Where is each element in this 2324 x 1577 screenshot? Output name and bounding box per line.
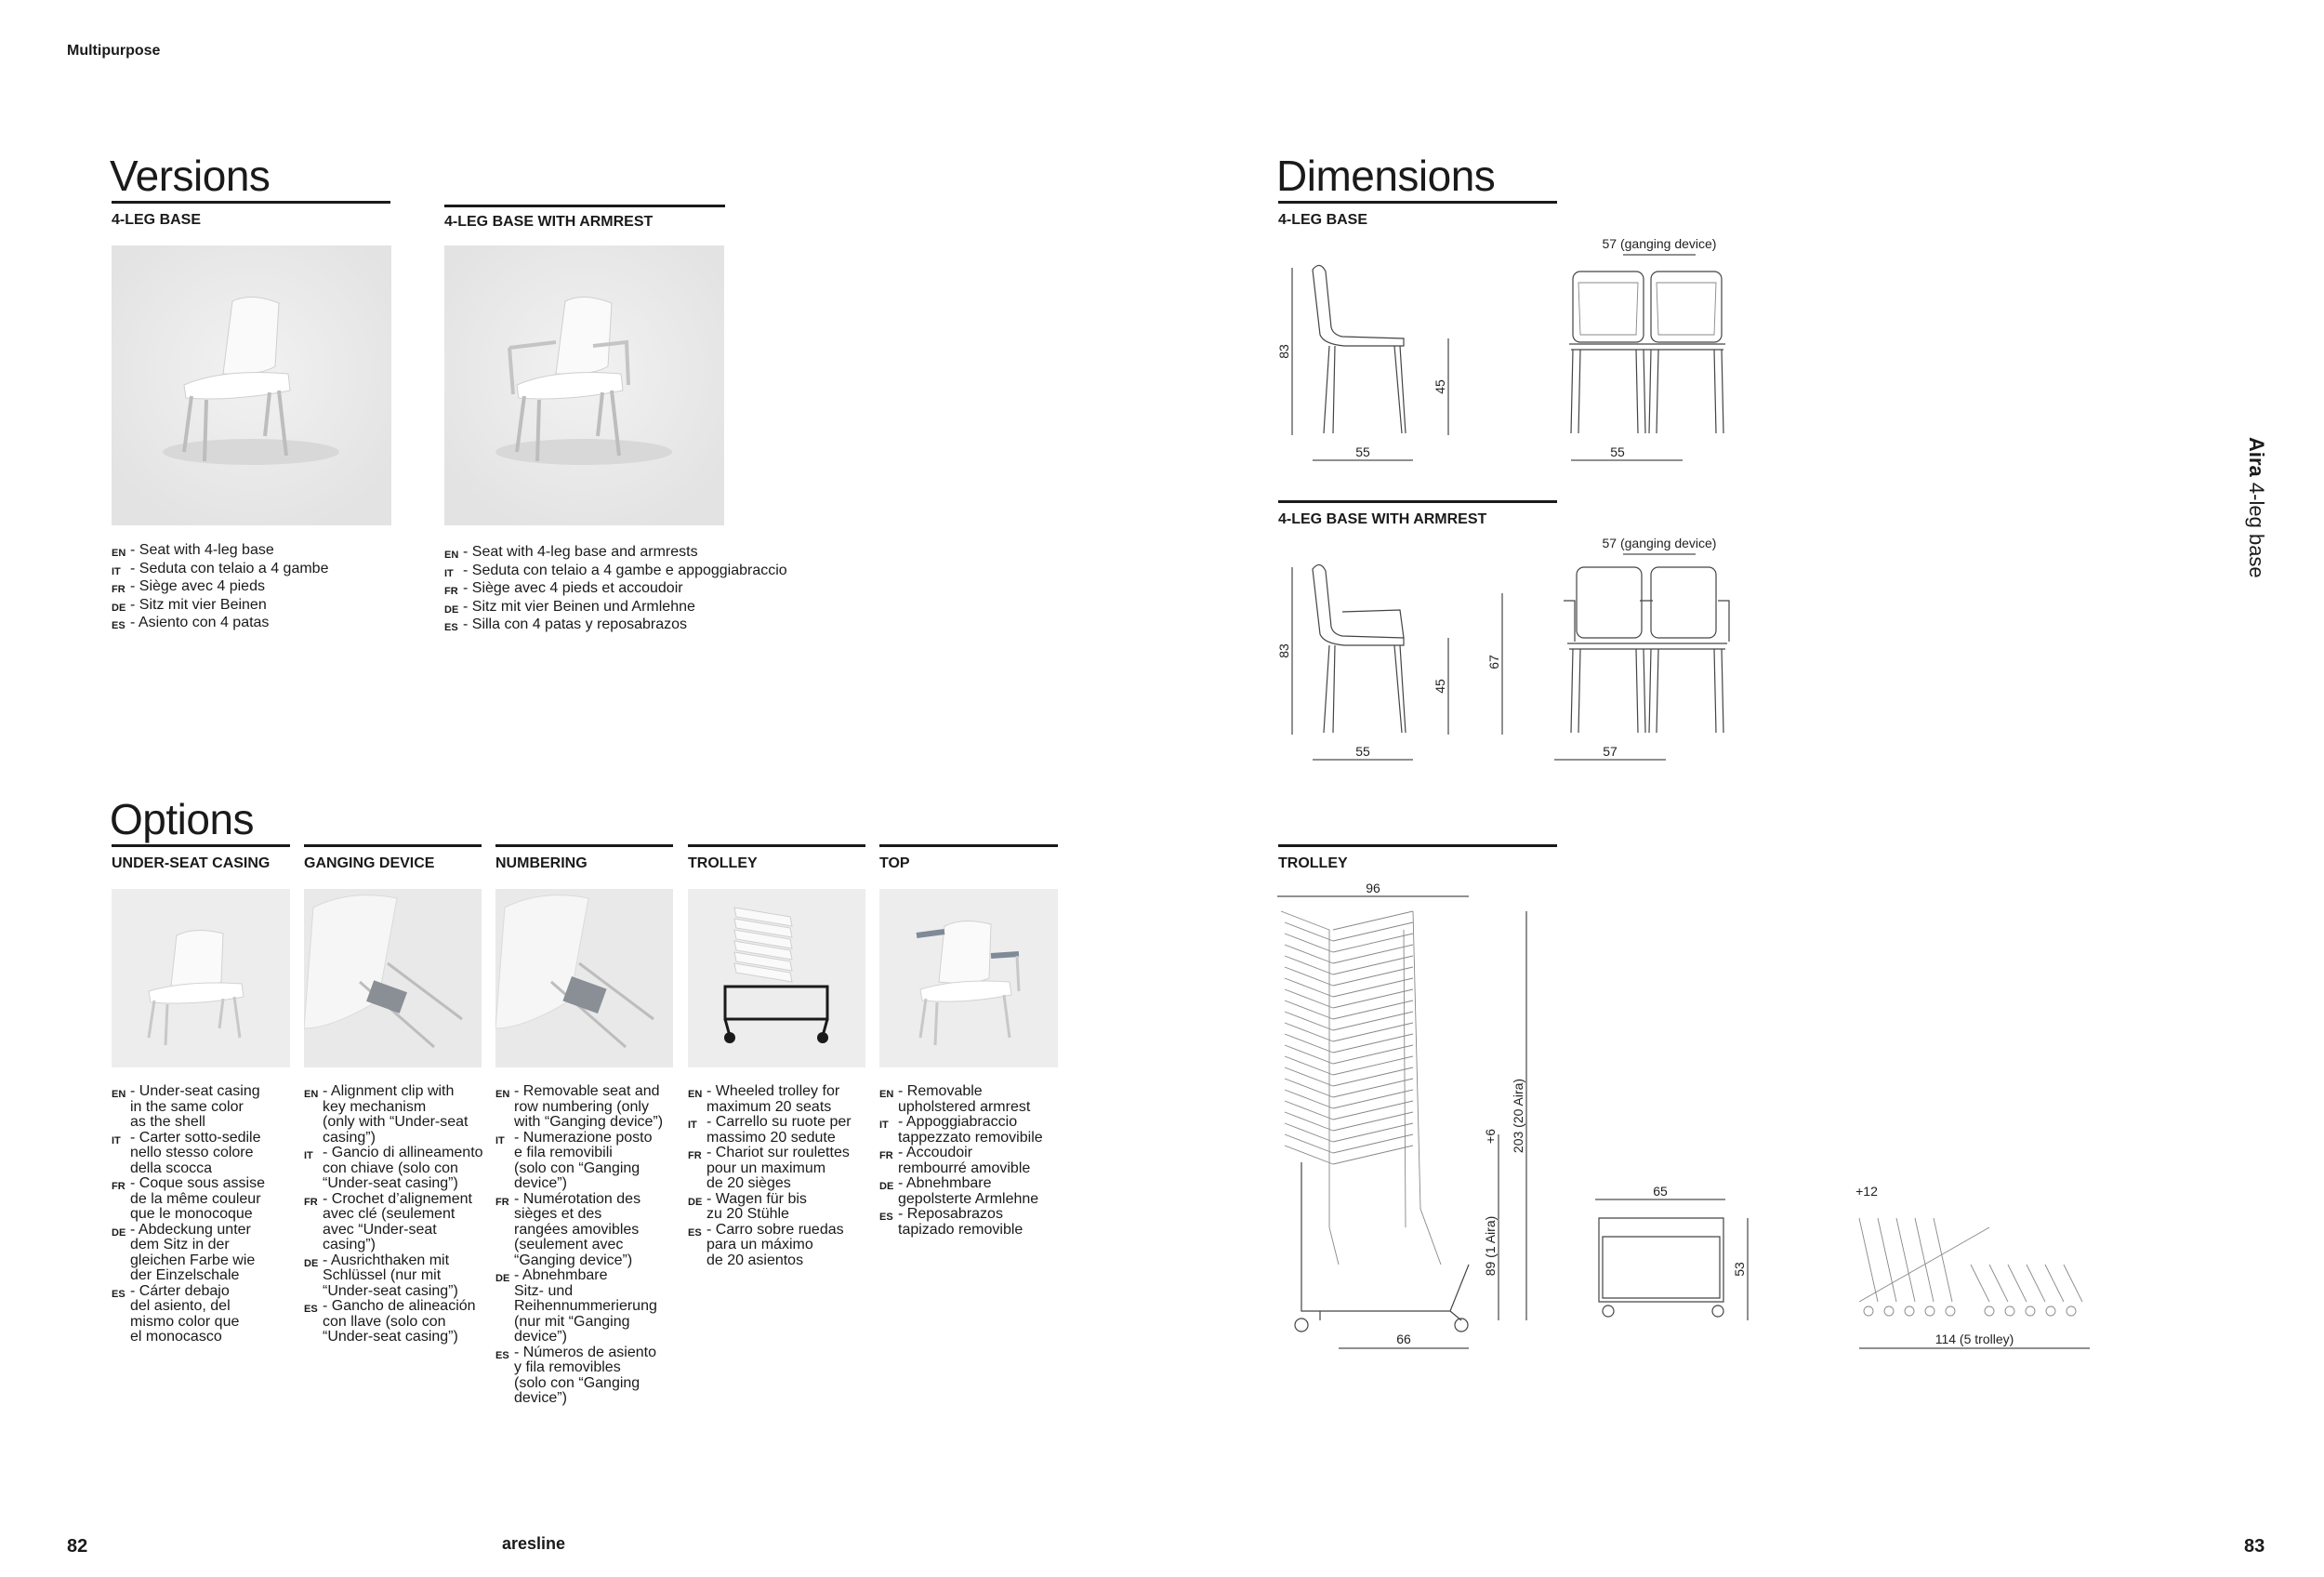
lang-code: ES xyxy=(688,1226,702,1239)
desc-text: - Removable upholstered armrest xyxy=(898,1083,1031,1115)
dim-label-trolley: TROLLEY xyxy=(1278,855,1348,871)
desc-text: - Sitz mit vier Beinen xyxy=(130,596,267,613)
desc-text: - Gancio di allineamento con chiave (solo con “Under-seat casing”) xyxy=(323,1145,483,1191)
desc-text: - Seduta con telaio a 4 gambe e appoggiabraccio xyxy=(463,562,787,578)
version-photo-base xyxy=(112,245,391,525)
dim-total-height: 203 (20 Aira) xyxy=(1511,1078,1525,1154)
top-armrest-image xyxy=(879,889,1058,1067)
desc-text: - Silla con 4 patas y reposabrazos xyxy=(463,616,688,632)
lang-code: DE xyxy=(444,603,459,616)
dim-ganging: 57 (ganging device) xyxy=(1602,236,1717,251)
lang-code: IT xyxy=(495,1134,505,1146)
lang-code: IT xyxy=(112,1134,121,1146)
lang-code: FR xyxy=(112,584,125,595)
desc-text: - Sitz mit vier Beinen und Armlehne xyxy=(463,598,695,615)
lang-code: FR xyxy=(444,586,458,597)
front-seat xyxy=(1569,344,1725,350)
dimensions-rule xyxy=(1278,201,1557,204)
option-label: TOP xyxy=(879,855,910,871)
trolley-drawing xyxy=(1264,874,2101,1358)
front-legs xyxy=(1571,350,1723,433)
lang-code: EN xyxy=(495,1089,510,1100)
option-photo-numbering xyxy=(495,889,673,1067)
front-shell-2 xyxy=(1651,567,1716,638)
dim-depth: 55 xyxy=(1355,444,1370,459)
lang-code: FR xyxy=(304,1196,318,1208)
lang-code: EN xyxy=(112,548,126,559)
desc-text: - Seat with 4-leg base xyxy=(130,542,274,558)
dim-label-base: 4-LEG BASE xyxy=(1278,212,1368,228)
stacked-chairs xyxy=(1281,911,1441,1265)
trolley-wheel xyxy=(1603,1305,1614,1317)
version-desc-base xyxy=(112,543,428,634)
dim-side-increment: +12 xyxy=(1855,1184,1878,1199)
lang-code: DE xyxy=(112,1226,126,1239)
vertical-title xyxy=(2231,437,2268,642)
versions-title: Versions xyxy=(110,152,271,200)
dim-ganging: 57 (ganging device) xyxy=(1602,536,1717,550)
option-rule xyxy=(112,844,290,847)
option-label: GANGING DEVICE xyxy=(304,855,435,871)
dimensions-title: Dimensions xyxy=(1276,152,1496,200)
page-number-left: 82 xyxy=(67,1536,88,1557)
lang-code: DE xyxy=(688,1196,703,1208)
option-photo-casing xyxy=(112,889,290,1067)
option-rule xyxy=(688,844,865,847)
desc-text: - Numérotation des sièges et des rangées amovibles (seulement avec “Ganging device”) xyxy=(514,1190,641,1268)
side-legs xyxy=(1324,346,1406,433)
option-photo-top xyxy=(879,889,1058,1067)
version-label-base: 4-LEG BASE xyxy=(112,212,202,228)
desc-text: - Seduta con telaio a 4 gambe xyxy=(130,560,329,576)
lang-code: EN xyxy=(879,1089,894,1100)
desc-text: - Carrello su ruote per massimo 20 sedute xyxy=(706,1114,852,1146)
trolley-image xyxy=(688,889,865,1067)
dim-top-width: 96 xyxy=(1366,881,1380,895)
lang-code: FR xyxy=(879,1150,893,1161)
desc-text: - Abdeckung unter dem Sitz in der gleichen Farbe wie der Einzelschale xyxy=(130,1221,256,1283)
front-seat xyxy=(1567,643,1727,649)
trolley-frame xyxy=(1301,1162,1469,1320)
lang-code: EN xyxy=(444,550,459,561)
front-legs xyxy=(1571,649,1723,733)
side-armrest xyxy=(1342,610,1404,638)
casing-image xyxy=(112,889,290,1067)
option-label: UNDER-SEAT CASING xyxy=(112,855,271,871)
dim-base-width: 65 xyxy=(1653,1184,1668,1199)
front-armrests xyxy=(1564,601,1729,642)
lang-code: IT xyxy=(304,1150,313,1161)
desc-text: - Coque sous assise de la même couleur que le monocoque xyxy=(130,1175,265,1222)
desc-text: - Wheeled trolley for maximum 20 seats xyxy=(706,1083,840,1115)
side-shell xyxy=(1313,564,1404,645)
desc-text: - Cárter debajo del asiento, del mismo color que el monocasco xyxy=(130,1282,240,1345)
option-photo-ganging xyxy=(304,889,482,1067)
option-desc-ganging xyxy=(304,1084,495,1345)
armrest-drawing xyxy=(1264,523,1822,764)
desc-text: - Seat with 4-leg base and armrests xyxy=(463,544,698,560)
option-photo-trolley xyxy=(688,889,865,1067)
dim-side-length: 114 (5 trolley) xyxy=(1934,1332,2014,1346)
option-desc-trolley xyxy=(688,1084,879,1268)
versions-rule-2 xyxy=(444,205,725,207)
desc-text: - Asiento con 4 patas xyxy=(130,615,270,630)
lang-code: IT xyxy=(688,1120,697,1131)
section-label: Multipurpose xyxy=(67,43,161,59)
desc-text: - Removable seat and row numbering (only with “Ganging device”) xyxy=(514,1083,664,1130)
dim-height: 83 xyxy=(1276,643,1291,658)
lang-code: EN xyxy=(112,1089,126,1100)
dim-height: 83 xyxy=(1276,344,1291,359)
lang-code: EN xyxy=(688,1089,703,1100)
trolley-row xyxy=(1859,1218,2082,1316)
lang-code: DE xyxy=(495,1273,510,1284)
lang-code: ES xyxy=(304,1304,318,1315)
trolley-base xyxy=(1599,1218,1723,1302)
desc-text: - Alignment clip with key mechanism (only with “Under-seat casing”) xyxy=(323,1083,469,1146)
lang-code: FR xyxy=(112,1181,125,1192)
dim-front-width: 57 xyxy=(1603,744,1618,759)
option-desc-top xyxy=(879,1084,1071,1238)
trolley-wheel xyxy=(1295,1319,1308,1332)
dim-front-width: 55 xyxy=(1610,444,1625,459)
lang-code: IT xyxy=(879,1120,889,1131)
dim-label-armrest: 4-LEG BASE WITH ARMREST xyxy=(1278,511,1487,527)
brand-logo: aresline xyxy=(502,1534,566,1553)
chair-image xyxy=(112,245,391,525)
lang-code: IT xyxy=(444,567,454,579)
lang-code: EN xyxy=(304,1089,319,1100)
chair-armrest-image xyxy=(444,245,724,525)
version-desc-armrest xyxy=(444,545,835,636)
lang-code: ES xyxy=(879,1212,893,1223)
versions-rule xyxy=(112,201,390,204)
version-label-armrest: 4-LEG BASE WITH ARMREST xyxy=(444,214,654,230)
desc-text: - Ausrichthaken mit Schlüssel (nur mit “Under-seat casing”) xyxy=(323,1252,458,1299)
lang-code: DE xyxy=(304,1257,319,1269)
trolley-rule xyxy=(1278,844,1557,847)
side-legs xyxy=(1324,645,1406,733)
desc-text: - Numerazione posto e fila removibili (solo con “Ganging device”) xyxy=(514,1129,653,1191)
desc-text: - Siège avec 4 pieds xyxy=(130,578,265,594)
trolley-wheel xyxy=(1712,1305,1723,1317)
desc-text: - Números de asiento y fila removibles (solo con “Ganging device”) xyxy=(514,1344,656,1406)
page-number-right: 83 xyxy=(2244,1536,2265,1557)
lang-code: DE xyxy=(112,602,126,614)
desc-text: - Wagen für bis zu 20 Stühle xyxy=(706,1190,807,1222)
desc-text: - Gancho de alineación con llave (solo con “Under-seat casing”) xyxy=(323,1298,476,1345)
option-label: TROLLEY xyxy=(688,855,758,871)
lang-code: FR xyxy=(495,1196,509,1208)
desc-text: - Abnehmbare gepolsterte Armlehne xyxy=(898,1175,1039,1207)
lang-code: IT xyxy=(112,565,121,577)
options-title: Options xyxy=(110,795,255,843)
lang-code: ES xyxy=(444,622,458,633)
option-desc-casing xyxy=(112,1084,297,1345)
front-inner xyxy=(1578,283,1716,335)
option-label: NUMBERING xyxy=(495,855,588,871)
dim-depth: 55 xyxy=(1355,744,1370,759)
front-shell-2 xyxy=(1651,272,1722,342)
lang-code: FR xyxy=(688,1150,702,1161)
lang-code: ES xyxy=(112,620,125,631)
dim-base-height: 53 xyxy=(1732,1262,1747,1277)
lang-code: ES xyxy=(495,1349,509,1361)
vertical-title-rest: 4-leg base xyxy=(2245,482,2268,578)
dim-increment: +6 xyxy=(1483,1129,1498,1144)
desc-text: - Under-seat casing in the same color as the shell xyxy=(130,1083,260,1130)
trolley-wheel xyxy=(1455,1319,1468,1332)
desc-text: - Carro sobre ruedas para un máximo de 20 asientos xyxy=(706,1221,844,1268)
numbering-image xyxy=(495,889,673,1067)
desc-text: - Chariot sur roulettes pour un maximum de 20 sièges xyxy=(706,1145,850,1191)
base-drawing xyxy=(1264,223,1822,465)
front-shell-1 xyxy=(1577,567,1642,638)
desc-text: - Siège avec 4 pieds et accoudoir xyxy=(463,580,683,596)
dim-bottom-width: 66 xyxy=(1396,1332,1411,1346)
desc-text: - Appoggiabraccio tappezzato removibile xyxy=(898,1114,1043,1146)
dim-arm-height: 67 xyxy=(1486,655,1501,669)
lang-code: DE xyxy=(879,1181,894,1192)
dim-single-height: 89 (1 Aira) xyxy=(1483,1215,1498,1277)
version-photo-armrest xyxy=(444,245,724,525)
desc-text: - Carter sotto-sedile nello stesso colore della scocca xyxy=(130,1129,261,1176)
option-rule xyxy=(495,844,673,847)
armrest-rule xyxy=(1278,500,1557,503)
lang-code: ES xyxy=(112,1288,125,1300)
option-rule xyxy=(879,844,1058,847)
desc-text: - Accoudoir rembourré amovible xyxy=(898,1145,1031,1176)
dim-seat-height: 45 xyxy=(1433,379,1447,394)
dim-seat-height: 45 xyxy=(1433,679,1447,694)
desc-text: - Abnehmbare Sitz- und Reihennummerierung (nur mit “Ganging device”) xyxy=(514,1267,657,1345)
option-desc-numbering xyxy=(495,1084,687,1407)
ganging-image xyxy=(304,889,482,1067)
option-rule xyxy=(304,844,482,847)
vertical-title-bold: Aira xyxy=(2245,437,2268,477)
desc-text: - Crochet d’alignement avec clé (seulement avec “Under-seat casing”) xyxy=(323,1190,472,1252)
side-shell xyxy=(1313,265,1404,346)
desc-text: - Reposabrazos tapizado removible xyxy=(898,1206,1023,1238)
front-shell-1 xyxy=(1573,272,1644,342)
